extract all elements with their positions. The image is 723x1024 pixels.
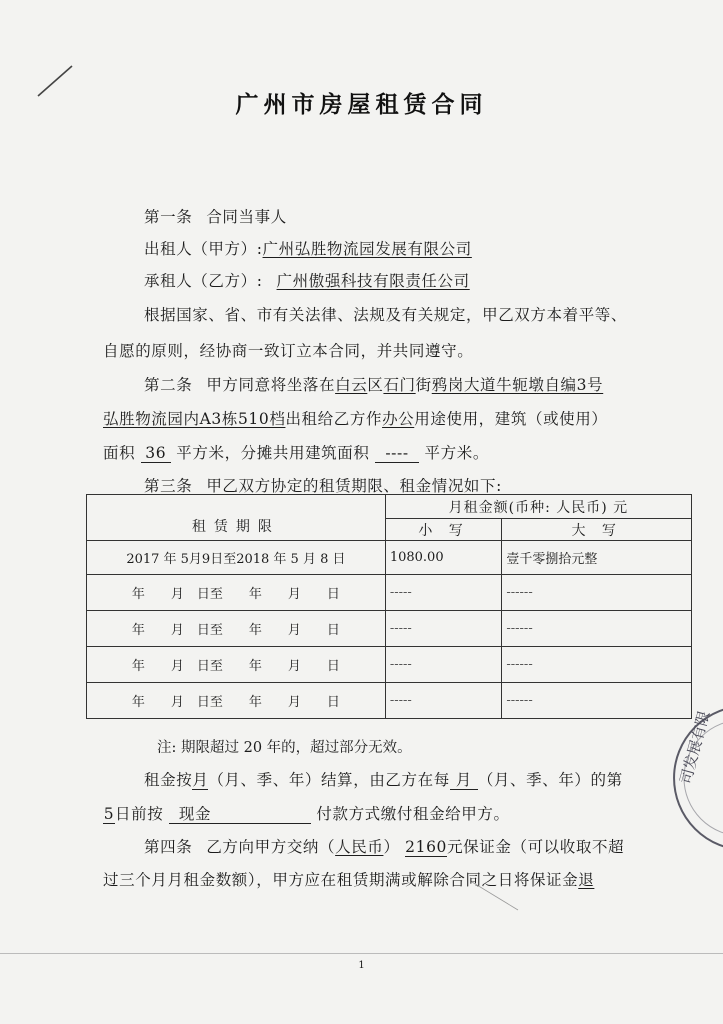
street: 石门 [383,376,416,394]
table-row [87,575,692,611]
building-area: 36 [141,445,171,463]
seal-stamp-icon [668,700,723,860]
amount-small-cell: 1080.00 [385,541,502,575]
road: 鸦岗大道牛轭墩自编3号 [431,376,604,394]
amount-big-cell: ------ [502,575,692,611]
article3-line: 第三条 甲乙双方协定的租赁期限、租金情况如下: [144,477,502,495]
district: 白云 [335,376,368,394]
amount-small-cell: ----- [385,611,502,647]
article1-heading: 第一条 合同当事人 [144,208,287,226]
deposit-amount: 2160 [405,838,447,856]
settle-unit: 月 [192,771,209,789]
page-rule [0,953,723,954]
pay-method: 现金 [169,806,311,824]
rent-table [86,494,692,719]
page-number: 1 [358,960,365,971]
usage: 办公 [382,410,415,428]
deposit-currency: 人民币 [335,838,384,856]
period-cell: 2017 年 5月9日至2018 年 5 月 8 日 [87,541,386,575]
rent-header: 月租金额(币种: 人民币) 元 [385,495,691,519]
article2-line-2: 弘胜物流园内A3栋510档出租给乙方作办公用途使用，建筑（或使用） [103,410,608,428]
lessor-line: 出租人（甲方）:广州弘胜物流园发展有限公司 [144,240,472,258]
term-note: 注: 期限超过 20 年的，超过部分无效。 [157,740,412,756]
period-cell: 年 月 日至 年 月 日 [87,575,386,611]
preamble-line-1: 根据国家、省、市有关法律、法规及有关规定，甲乙双方本着平等、 [144,306,628,324]
amount-big-cell: ------ [502,683,692,719]
lessee-name: 广州傲强科技有限责任公司 [276,272,470,290]
amount-big-cell: ------ [502,611,692,647]
period-header: 租赁期限 [87,495,386,541]
svg-text:司发展有限: 司发展有限 [676,708,714,787]
table-row [87,647,692,683]
document-title: 广州市房屋租赁合同 [235,92,488,118]
article4-line-1: 第四条 乙方向甲方交纳（人民币） 2160元保证金（可以收取不超 [144,838,625,856]
settlement-line-1: 租金按月（月、季、年）结算，由乙方在每 月 （月、季、年）的第 [144,771,623,789]
article2-line-3: 面积 36 平方米，分摊共用建筑面积 ---- 平方米。 [103,444,489,462]
amount-small-cell: ----- [385,647,502,683]
stray-mark-icon [468,878,528,918]
amount-big-cell: 壹千零捌拾元整 [502,541,692,575]
small-header: 小 写 [385,519,502,541]
pay-day: 5 [103,805,115,823]
table-row [87,683,692,719]
settlement-line-2: 5日前按 现金 付款方式缴付租金给甲方。 [103,805,510,823]
period-cell: 年 月 日至 年 月 日 [87,647,386,683]
amount-small-cell: ----- [385,575,502,611]
big-header: 大 写 [502,519,692,541]
amount-small-cell: ----- [385,683,502,719]
period-cell: 年 月 日至 年 月 日 [87,611,386,647]
table-row [87,611,692,647]
settle-unit-2: 月 [450,772,478,790]
table-row [87,541,692,575]
article4-line-2: 过三个月月租金数额），甲方应在租赁期满或解除合同之日将保证金退 [103,871,595,889]
address-detail: 弘胜物流园内A3栋510档 [103,410,286,428]
preamble-line-2: 自愿的原则，经协商一致订立本合同，并共同遵守。 [103,342,474,360]
lessor-name: 广州弘胜物流园发展有限公司 [262,240,472,258]
period-cell: 年 月 日至 年 月 日 [87,683,386,719]
article2-line-1: 第二条 甲方同意将坐落在白云区石门街鸦岗大道牛轭墩自编3号 [144,376,604,394]
lessee-line: 承租人（乙方）: 广州傲强科技有限责任公司 [144,272,470,290]
amount-big-cell: ------ [502,647,692,683]
shared-area: ---- [375,445,419,463]
